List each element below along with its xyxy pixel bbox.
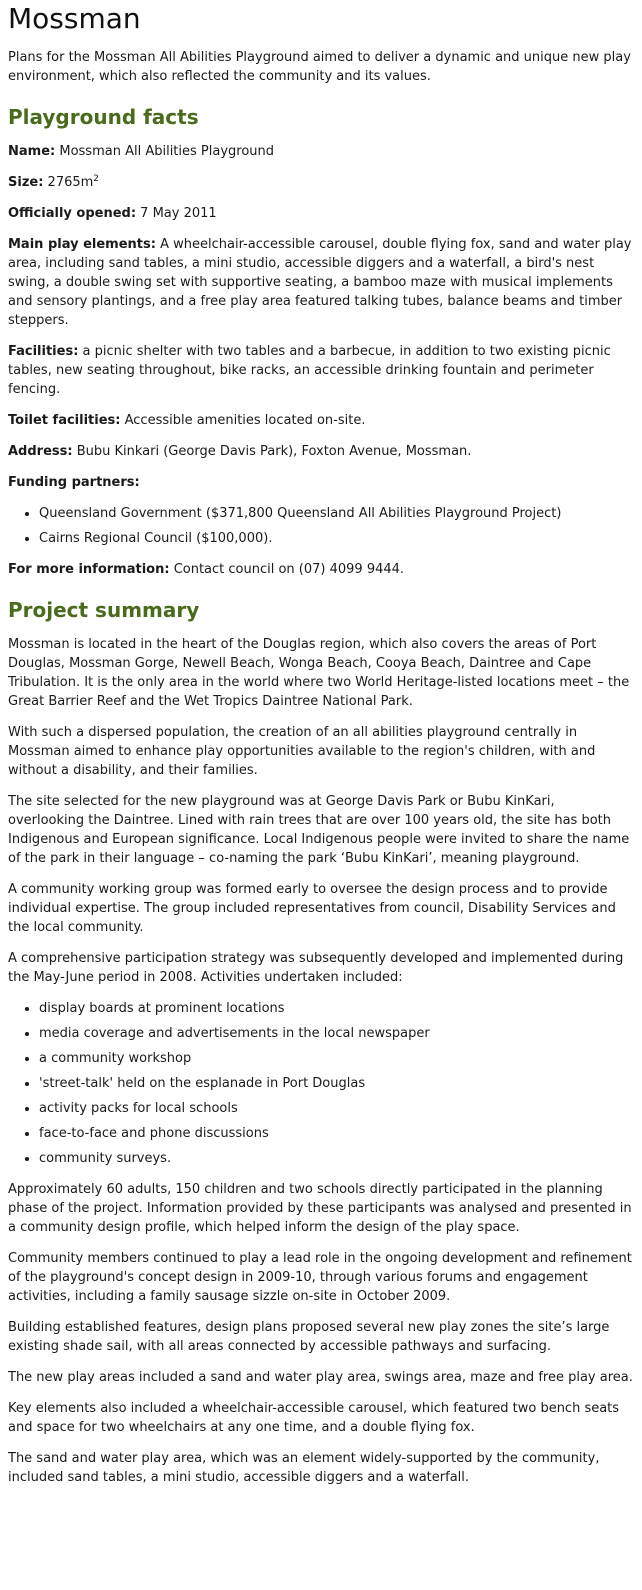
fact-size-label: Size: bbox=[8, 175, 44, 190]
intro-paragraph: Plans for the Mossman All Abilities Playground aimed to deliver a dynamic and unique new play environment, which also reflected the community and its values. bbox=[8, 50, 631, 84]
summary-paragraph: The sand and water play area, which was an element widely-supported by the community, included sand tables, a mini studio, accessible diggers and a waterfall. bbox=[8, 1451, 600, 1485]
funding-list bbox=[8, 504, 634, 548]
fact-facilities bbox=[8, 342, 634, 399]
fact-facilities-value: a picnic shelter with two tables and a barbecue, in addition to two existing picnic tables, new seating throughout, bike racks, an accessible drinking fountain and perimeter fencing. bbox=[8, 344, 611, 397]
summary-paragraph: Community members continued to play a lead role in the ongoing development and refinement of the playground's concept design in 2009-10, through various forums and engagement activities, including a family sausage sizzle on-site in October 2009. bbox=[8, 1251, 632, 1304]
summary-paragraph: Building established features, design plans proposed several new play zones the site’s large existing shade sail, with all areas connected by accessible pathways and surfacing. bbox=[8, 1320, 610, 1354]
fact-name-value: Mossman All Abilities Playground bbox=[59, 144, 275, 159]
fact-more-info bbox=[8, 560, 634, 579]
facts-heading: Playground facts bbox=[8, 105, 199, 129]
fact-size-unit: 2 bbox=[93, 174, 100, 184]
fact-name bbox=[8, 142, 634, 161]
fact-more-info-label: For more information: bbox=[8, 562, 170, 577]
list-item: • community surveys. bbox=[39, 1149, 634, 1168]
fact-opened-label: Officially opened: bbox=[8, 206, 137, 221]
activities-list bbox=[8, 999, 634, 1168]
summary-paragraph: Key elements also included a wheelchair-accessible carousel, which featured two bench seats and space for two wheelchairs at any one time, and a double flying fox. bbox=[8, 1401, 620, 1435]
summary-heading: Project summary bbox=[8, 598, 200, 622]
fact-size-value: 2765m bbox=[47, 175, 94, 190]
list-item: • Queensland Government ($371,800 Queensland All Abilities Playground Project) bbox=[39, 504, 634, 523]
fact-funding bbox=[8, 473, 634, 492]
fact-facilities-label: Facilities: bbox=[8, 344, 79, 359]
fact-elements-value: A wheelchair-accessible carousel, double flying fox, sand and water play area, including sand tables, a mini studio, accessible diggers and a waterfall, a bird's nest swing, a double swing set with supportive seating, a bamboo maze with musical implements and sensory plantings, and a free play area featured talking tubes, balance beams and timber steppers. bbox=[8, 237, 632, 328]
fact-toilet-value: Accessible amenities located on-site. bbox=[124, 413, 366, 428]
fact-opened bbox=[8, 204, 634, 223]
fact-address-label: Address: bbox=[8, 444, 73, 459]
fact-size bbox=[8, 173, 634, 192]
list-item: • activity packs for local schools bbox=[39, 1099, 634, 1118]
page-title: Mossman bbox=[8, 2, 141, 35]
fact-elements bbox=[8, 235, 634, 330]
summary-paragraph: The site selected for the new playground was at George Davis Park or Bubu KinKari, overlooking the Daintree. Lined with rain trees that are over 100 years old, the site has both Indigenous and European significance. Local Indigenous people were invited to share the name of the park in their language – co-naming the park ‘Bubu KinKari’, meaning playground. bbox=[8, 794, 630, 866]
fact-address-value: Bubu Kinkari (George Davis Park), Foxton Avenue, Mossman. bbox=[76, 444, 472, 459]
list-item: • media coverage and advertisements in the local newspaper bbox=[39, 1024, 634, 1043]
list-item: • 'street-talk' held on the esplanade in Port Douglas bbox=[39, 1074, 634, 1093]
fact-elements-label: Main play elements: bbox=[8, 237, 156, 252]
summary-paragraph: The new play areas included a sand and water play area, swings area, maze and free play area. bbox=[8, 1370, 633, 1385]
list-item: • face-to-face and phone discussions bbox=[39, 1124, 634, 1143]
fact-toilet bbox=[8, 411, 634, 430]
list-item: • a community workshop bbox=[39, 1049, 634, 1068]
summary-paragraph: With such a dispersed population, the creation of an all abilities playground centrally in Mossman aimed to enhance play opportunities available to the region's children, with and without a disability, and their families. bbox=[8, 725, 596, 778]
fact-address bbox=[8, 442, 634, 461]
list-item: • Cairns Regional Council ($100,000). bbox=[39, 529, 634, 548]
fact-funding-label: Funding partners: bbox=[8, 475, 140, 490]
summary-paragraph: Approximately 60 adults, 150 children and two schools directly participated in the planning phase of the project. Information provided by these participants was analysed and presented in a community design profile, which helped inform the design of the play space. bbox=[8, 1182, 632, 1235]
fact-toilet-label: Toilet facilities: bbox=[8, 413, 121, 428]
summary-paragraph: A comprehensive participation strategy was subsequently developed and implemented during the May-June period in 2008. Activities undertaken included: bbox=[8, 951, 624, 985]
document bbox=[0, 2, 642, 1487]
fact-more-info-value: Contact council on (07) 4099 9444. bbox=[173, 562, 405, 577]
summary-paragraph: A community working group was formed early to oversee the design process and to provide individual expertise. The group included representatives from council, Disability Services and the local community. bbox=[8, 882, 616, 935]
list-item: • display boards at prominent locations bbox=[39, 999, 634, 1018]
fact-opened-value: 7 May 2011 bbox=[140, 206, 217, 221]
summary-paragraph: Mossman is located in the heart of the Douglas region, which also covers the areas of Port Douglas, Mossman Gorge, Newell Beach, Wonga Beach, Cooya Beach, Daintree and Cape Tribulation. It is the only area in the world where two World Heritage-listed locations meet – the Great Barrier Reef and the Wet Tropics Daintree National Park. bbox=[8, 637, 630, 709]
fact-name-label: Name: bbox=[8, 144, 56, 159]
